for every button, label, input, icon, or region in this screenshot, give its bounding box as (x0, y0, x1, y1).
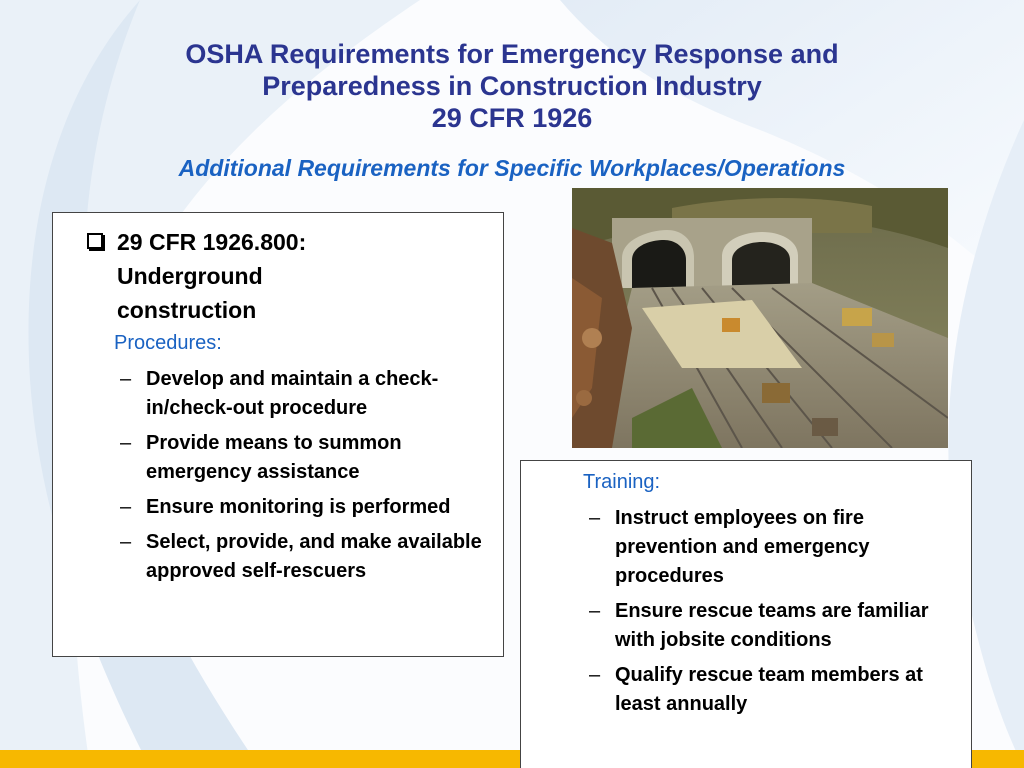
list-item: – Provide means to summon emergency assistance (114, 429, 499, 487)
procedures-list (114, 365, 499, 592)
title-line-1: OSHA Requirements for Emergency Response and (185, 39, 839, 69)
list-item: – Develop and maintain a check-in/check-out procedure (114, 365, 499, 423)
list-item: – Qualify rescue team members at least annually (583, 661, 968, 719)
title-line-3: 29 CFR 1926 (431, 103, 593, 133)
dash-bullet-icon: – (120, 368, 132, 390)
list-item: – Ensure rescue teams are familiar with jobsite conditions (583, 597, 968, 655)
dash-bullet-icon: – (120, 432, 132, 454)
title-line-2: Preparedness in Construction Industry (262, 71, 762, 101)
heading-line-2: Underground (117, 263, 263, 289)
training-box (520, 460, 972, 768)
training-label: Training: (583, 471, 661, 493)
slide-subtitle: Additional Requirements for Specific Workplaces/Operations (178, 155, 846, 181)
procedures-label: Procedures: (114, 332, 222, 354)
dash-bullet-icon: – (589, 664, 601, 686)
dash-bullet-icon: – (120, 531, 132, 553)
list-item: – Instruct employees on fire prevention and emergency procedures (583, 504, 968, 591)
list-item: – Ensure monitoring is performed (114, 493, 499, 522)
heading-line-3: construction (117, 297, 257, 323)
box-heading (117, 225, 477, 327)
tunnel-construction-photo (572, 188, 948, 448)
training-list (583, 504, 968, 725)
dash-bullet-icon: – (120, 496, 132, 518)
dash-bullet-icon: – (589, 600, 601, 622)
checkbox-bullet-icon (87, 233, 103, 249)
slide-title (40, 38, 984, 134)
list-item: – Select, provide, and make available approved self-rescuers (114, 528, 499, 586)
dash-bullet-icon: – (589, 507, 601, 529)
underground-construction-box (52, 212, 504, 657)
heading-line-1: 29 CFR 1926.800: (117, 229, 307, 255)
